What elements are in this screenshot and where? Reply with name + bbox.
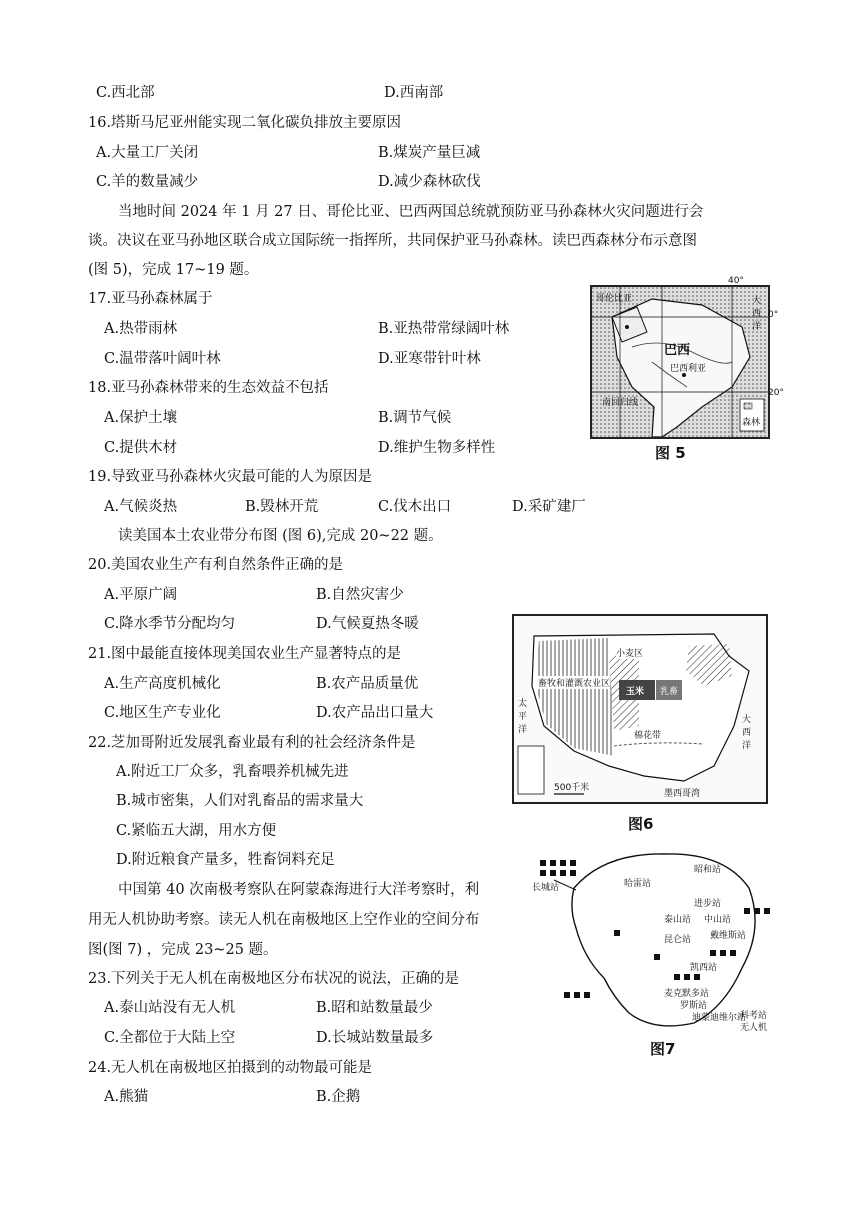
q16-option-a: A.大量工厂关闭 [96,145,199,161]
q18-option-d: D.维护生物多样性 [378,440,496,456]
fig5-label-legend: 森林 [742,418,761,428]
fig6-label-scale: 500千米 [554,783,590,793]
fig5-label-colombia: 哥伦比亚 [596,294,633,304]
q19-option-d: D.采矿建厂 [512,499,586,515]
fig6-label-atlantic: 大西洋 [742,715,752,751]
q19-option-c: C.伐木出口 [378,499,452,515]
fig6-label-corn: 玉米 [626,687,645,697]
q21-option-b: B.农产品质量优 [316,676,419,692]
fig6-label-pacific: 太平洋 [518,699,528,735]
q20-option-c: C.降水季节分配均匀 [104,616,236,632]
q23-stem: 23.下列关于无人机在南极地区分布状况的说法，正确的是 [88,971,460,987]
fig7-station-great-wall: 长城站 [532,883,560,893]
q21-stem: 21.图中最能直接体现美国农业生产显著特点的是 [88,646,402,662]
q22-option-a: A.附近工厂众多，乳畜喂养机械先进 [116,764,349,780]
q18-stem: 18.亚马孙森林带来的生态效益不包括 [88,380,329,396]
q24-stem: 24.无人机在南极地区拍摄到的动物最可能是 [88,1060,373,1076]
fig5-label-capricorn: 南回归线 [602,398,639,408]
fig5-label-lon40: 40° [728,276,744,286]
fig7-station-zhongshan: 中山站 [704,915,732,925]
q24-option-b: B.企鹅 [316,1089,361,1105]
fig7-station-kaisi: 凯西站 [690,963,718,973]
q23-option-a: A.泰山站没有无人机 [104,1000,236,1016]
fig7-station-zhaohe: 昭和站 [694,865,722,875]
figure-6-caption: 图6 [628,815,654,833]
figure-7-antarctica-map [514,848,784,1032]
q17-stem: 17.亚马孙森林属于 [88,291,213,307]
fig7-legend-station: 科考站 [740,1011,768,1021]
q15-option-d: D.西南部 [384,85,444,101]
q17-option-d: D.亚寒带针叶林 [378,351,481,367]
q17-option-c: C.温带落叶阔叶林 [104,351,221,367]
q15-option-c: C.西北部 [96,85,155,101]
passage-17-19-line1: 当地时间 2024 年 1 月 27 日、哥伦比亚、巴西两国总统就预防亚马孙森林火灾问题进行会 [118,204,704,220]
figure-7-caption: 图7 [650,1040,676,1058]
fig7-station-ross: 罗斯站 [680,1001,708,1011]
fig7-station-taishan: 泰山站 [664,915,692,925]
q21-option-d: D.农产品出口量大 [316,705,434,721]
fig6-label-range: 畜牧和灌溉农业区 [538,676,610,689]
fig7-legend-drone: 无人机 [740,1023,768,1033]
q21-option-a: A.生产高度机械化 [104,676,221,692]
passage-23-25-line3: 图(图 7) ，完成 23~25 题。 [88,942,278,958]
q19-option-a: A.气候炎热 [104,499,178,515]
q16-option-c: C.羊的数量减少 [96,174,199,190]
q20-option-b: B.自然灾害少 [316,587,404,603]
passage-23-25-line2: 用无人机协助考察。读无人机在南极地区上空作业的空间分布 [88,912,480,928]
q18-option-c: C.提供木材 [104,440,178,456]
fig6-label-wheat: 小麦区 [616,646,643,659]
q17-option-a: A.热带雨林 [104,321,178,337]
fig5-label-atlantic: 大西洋 [752,296,762,332]
figure-6-us-agriculture-map [512,614,768,804]
fig7-station-progress: 进步站 [694,899,722,909]
q22-stem: 22.芝加哥附近发展乳畜业最有利的社会经济条件是 [88,735,416,751]
q23-option-d: D.长城站数量最多 [316,1030,434,1046]
passage-23-25-line1: 中国第 40 次南极考察队在阿蒙森海进行大洋考察时，利 [118,882,480,898]
fig5-label-lat0: 0° [768,310,779,320]
q21-option-c: C.地区生产专业化 [104,705,221,721]
q20-option-d: D.气候夏热冬暖 [316,616,419,632]
q19-stem: 19.导致亚马孙森林火灾最可能的人为原因是 [88,469,373,485]
q16-option-b: B.煤炭产量巨减 [378,145,481,161]
fig6-label-gulf: 墨西哥湾 [664,789,701,799]
us-map-svg [514,616,766,802]
q23-option-c: C.全都位于大陆上空 [104,1030,236,1046]
q16-stem: 16.塔斯马尼亚州能实现二氧化碳负排放主要原因 [88,115,402,131]
fig6-label-dairy: 乳畜 [660,687,679,697]
fig7-station-mcmurdo: 麦克默多站 [664,989,710,999]
fig5-label-brazil: 巴西 [664,343,691,358]
q23-option-b: B.昭和站数量最少 [316,1000,433,1016]
fig7-station-amundsen: 哈雷站 [624,879,652,889]
q22-option-d: D.附近粮食产量多，牲畜饲料充足 [116,852,335,868]
fig5-label-brasilia: 巴西利亚 [670,364,707,374]
q22-option-b: B.城市密集，人们对乳畜品的需求量大 [116,793,364,809]
q20-stem: 20.美国农业生产有利自然条件正确的是 [88,557,344,573]
q19-option-b: B.毁林开荒 [245,499,319,515]
fig7-station-davis: 戴维斯站 [710,931,747,941]
passage-20-22-line1: 读美国本土农业带分布图 (图 6),完成 20~22 题。 [118,528,443,544]
fig7-station-dumont: 迪蒙迪维尔站 [692,1013,747,1023]
q18-option-b: B.调节气候 [378,410,452,426]
figure-5-brazil-map [590,285,770,439]
q17-option-b: B.亚热带常绿阔叶林 [378,321,510,337]
q18-option-a: A.保护土壤 [104,410,178,426]
figure-5-caption: 图 5 [655,444,686,462]
fig7-station-kunlun: 昆仑站 [664,935,692,945]
q16-option-d: D.减少森林砍伐 [378,174,481,190]
fig5-label-lat20: 20° [768,388,784,398]
fig6-label-cotton: 棉花带 [634,731,662,741]
q22-option-c: C.紧临五大湖，用水方便 [116,823,277,839]
passage-17-19-line3: (图 5)，完成 17~19 题。 [88,262,259,278]
q20-option-a: A.平原广阔 [104,587,178,603]
passage-17-19-line2: 谈。决议在亚马孙地区联合成立国际统一指挥所，共同保护亚马孙森林。读巴西森林分布示意图 [88,233,697,249]
q24-option-a: A.熊猫 [104,1089,149,1105]
